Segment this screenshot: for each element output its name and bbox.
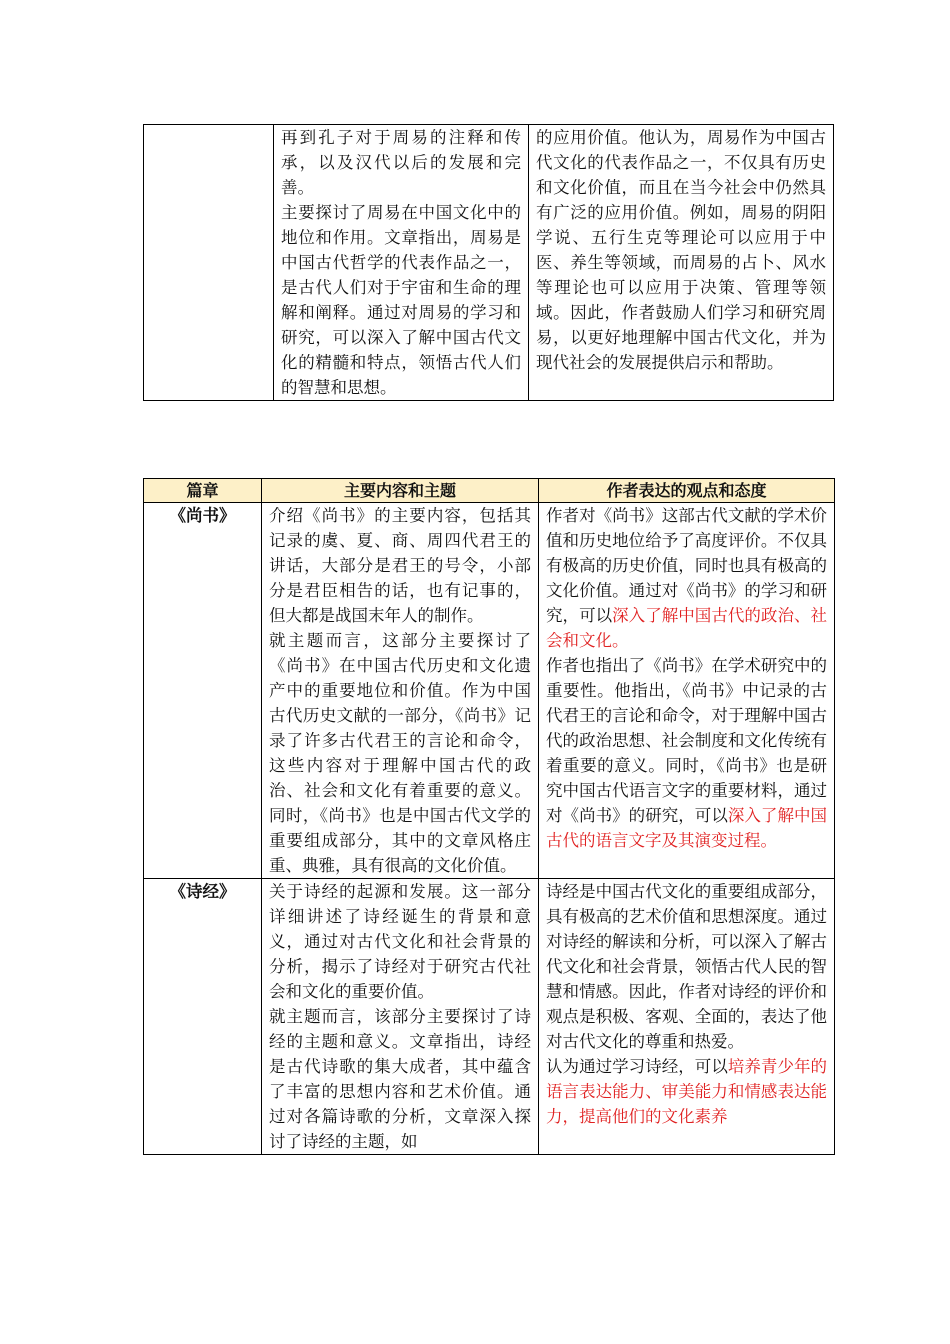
table-row: [144, 125, 834, 401]
view-cell: [539, 879, 835, 1155]
view-paragraph: [546, 503, 827, 653]
view-text: 作者也指出了《尚书》在学术研究中的重要性。他指出，《尚书》中记录的古代君王的言论和命令，对于理解中国古代的政治思想、社会制度和文化传统有着重要的意义。同时，《尚书》也是研究中国古代语言文字的重要材料，通过对《尚书》的研究，可以: [546, 656, 827, 825]
header-chapter: 篇章: [144, 479, 262, 503]
content-paragraph: 介绍《尚书》的主要内容，包括其记录的虞、夏、商、周四代君王的讲话，大部分是君王的号令，小部分是君臣相告的话，也有记事的，但大都是战国末年人的制作。: [269, 506, 531, 625]
continued-table: [143, 124, 834, 401]
view-text: 作者对《尚书》这部古代文献的学术价值和历史地位给予了高度评价。不仅具有极高的历史价值，同时也具有极高的文化价值。通过对《尚书》的学习和研究，可以: [546, 506, 827, 625]
chapters-table: [143, 478, 835, 1155]
view-paragraph: [546, 653, 827, 853]
content-cell: [274, 125, 529, 401]
view-cell: [529, 125, 834, 401]
view-paragraph: [546, 1054, 827, 1129]
content-paragraph: 就主题而言，该部分主要探讨了诗经的主题和意义。文章指出，诗经是古代诗歌的集大成者，其中蕴含了丰富的思想内容和艺术价值。通过对各篇诗歌的分析，文章深入探讨了诗经的主题，如: [269, 1007, 531, 1151]
view-paragraph: 诗经是中国古代文化的重要组成部分，具有极高的艺术价值和思想深度。通过对诗经的解读和分析，可以深入了解古代文化和社会背景，领悟古代人民的智慧和情感。因此，作者对诗经的评价和观点是积极、客观、全面的，表达了他对古代文化的尊重和热爱。: [546, 882, 827, 1051]
header-view: 作者表达的观点和态度: [539, 479, 835, 503]
chapter-cell: 《诗经》: [144, 879, 262, 1155]
view-cell: [539, 503, 835, 879]
table-row: [144, 503, 835, 879]
content-paragraph: 关于诗经的起源和发展。这一部分详细讲述了诗经诞生的背景和意义，通过对古代文化和社会背景的分析，揭示了诗经对于研究古代社会和文化的重要价值。: [269, 882, 531, 1001]
header-row: [144, 479, 835, 503]
highlight-text: 深入了解中国古代的政治、社会和文化。: [546, 606, 827, 650]
content-paragraph: 主要探讨了周易在中国文化中的地位和作用。文章指出，周易是中国古代哲学的代表作品之一，是古代人们对于宇宙和生命的理解和阐释。通过对周易的学习和研究，可以深入了解中国古代文化的精髓和特点，领悟古代人们的智慧和思想。: [281, 203, 521, 397]
header-content: 主要内容和主题: [262, 479, 539, 503]
content-paragraph: 就主题而言，这部分主要探讨了《尚书》在中国古代历史和文化遗产中的重要地位和价值。作为中国古代历史文献的一部分，《尚书》记录了许多古代君王的言论和命令，这些内容对于理解中国古代的政治、社会和文化有着重要的意义。同时，《尚书》也是中国古代文学的重要组成部分，其中的文章风格庄重、典雅，具有很高的文化价值。: [269, 631, 531, 875]
chapter-cell: 《尚书》: [144, 503, 262, 879]
highlight-text: 深入了解中国古代的语言文字及其演变过程。: [546, 806, 827, 850]
content-cell: [262, 879, 539, 1155]
highlight-text: 培养青少年的语言表达能力、审美能力和情感表达能力，提高他们的文化素养: [546, 1057, 827, 1126]
table-row: [144, 879, 835, 1155]
content-paragraph: 再到孔子对于周易的注释和传承，以及汉代以后的发展和完善。: [281, 128, 521, 197]
view-text: 认为通过学习诗经，可以: [546, 1057, 728, 1076]
chapter-cell: [144, 125, 274, 401]
view-paragraph: 的应用价值。他认为，周易作为中国古代文化的代表作品之一，不仅具有历史和文化价值，而且在当今社会中仍然具有广泛的应用价值。例如，周易的阴阳学说、五行生克等理论可以应用于中医、养生等领域，而周易的占卜、风水等理论也可以应用于决策、管理等领域。因此，作者鼓励人们学习和研究周易，以更好地理解中国古代文化，并为现代社会的发展提供启示和帮助。: [536, 128, 826, 372]
content-cell: [262, 503, 539, 879]
